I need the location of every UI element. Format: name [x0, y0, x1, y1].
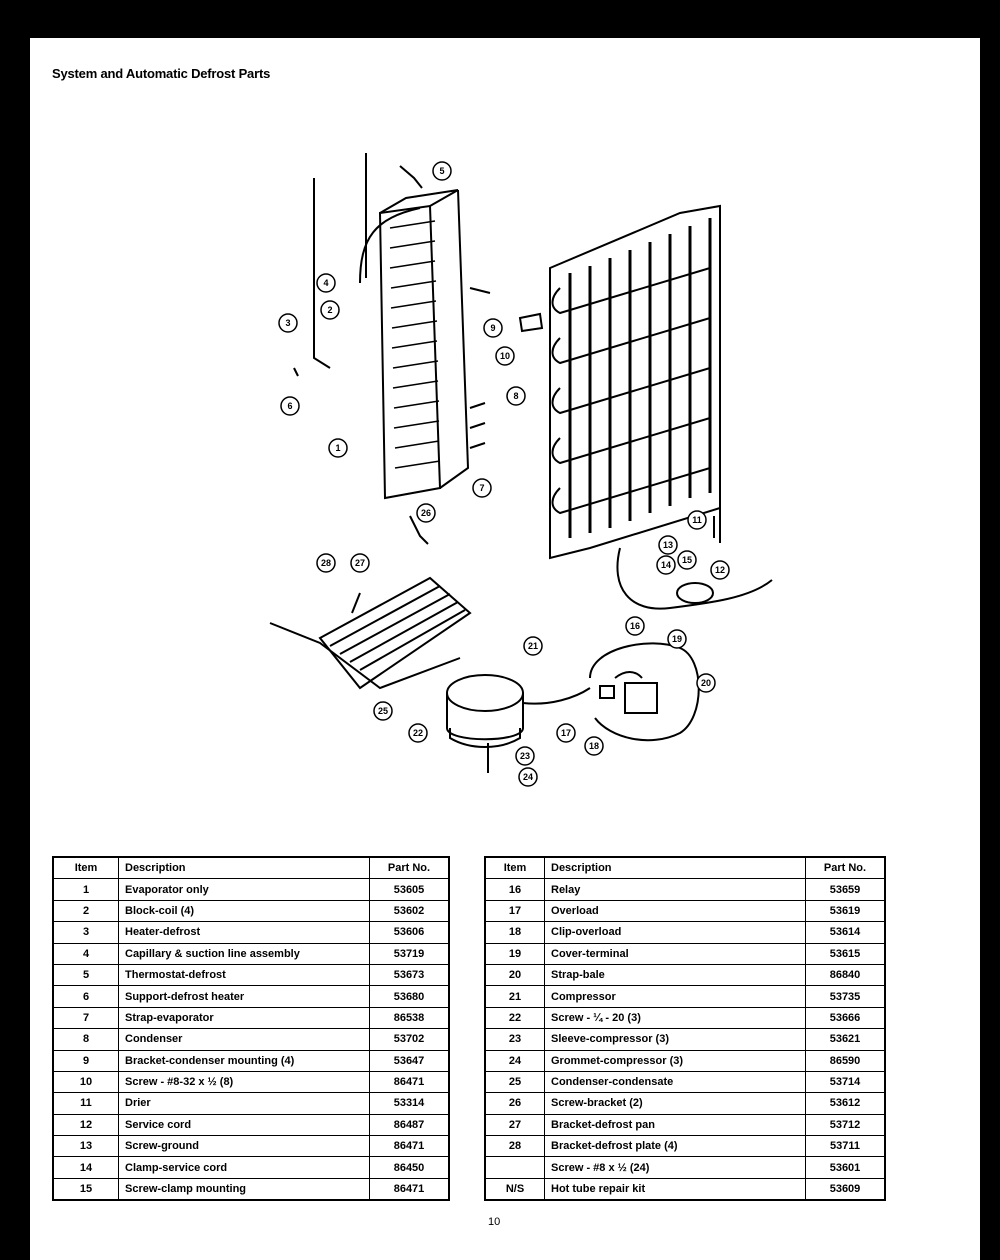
- table-row: [53, 1007, 449, 1028]
- column-header-part-no: Part No.: [806, 857, 886, 879]
- description-cell: Clamp-service cord: [119, 1157, 370, 1178]
- part-number-cell: 53680: [370, 986, 450, 1007]
- description-cell: Strap-evaporator: [119, 1007, 370, 1028]
- callout-label-23: 23: [519, 751, 531, 761]
- table-row: [53, 964, 449, 985]
- table-header-row: [53, 857, 449, 879]
- table-row: [485, 1071, 885, 1092]
- table-row: [485, 1029, 885, 1050]
- table-row: [485, 900, 885, 921]
- item-cell: 5: [53, 964, 119, 985]
- part-number-cell: 53314: [370, 1093, 450, 1114]
- part-number-cell: 86538: [370, 1007, 450, 1028]
- part-number-cell: 53673: [370, 964, 450, 985]
- condenser-drawing: [550, 206, 720, 558]
- condensate-condenser-drawing: [270, 578, 470, 688]
- table-row: [485, 943, 885, 964]
- part-number-cell: 86590: [806, 1050, 886, 1071]
- table-row: [53, 986, 449, 1007]
- table-row: [53, 1071, 449, 1092]
- callout-label-18: 18: [588, 741, 600, 751]
- item-cell: 3: [53, 922, 119, 943]
- table-row: [53, 1050, 449, 1071]
- item-cell: 25: [485, 1071, 545, 1092]
- table-row: [53, 900, 449, 921]
- description-cell: Thermostat-defrost: [119, 964, 370, 985]
- callout-label-2: 2: [327, 305, 333, 315]
- callout-label-12: 12: [714, 565, 726, 575]
- page-title: System and Automatic Defrost Parts: [52, 66, 271, 81]
- callout-label-10: 10: [499, 351, 511, 361]
- callout-label-28: 28: [320, 558, 332, 568]
- part-number-cell: 53609: [806, 1178, 886, 1200]
- table-row: [53, 1029, 449, 1050]
- description-cell: Hot tube repair kit: [545, 1178, 806, 1200]
- table-row: [485, 879, 885, 900]
- callout-label-14: 14: [660, 560, 672, 570]
- callout-markers: [279, 162, 729, 786]
- item-cell: 27: [485, 1114, 545, 1135]
- table-row: [485, 964, 885, 985]
- item-cell: 8: [53, 1029, 119, 1050]
- callout-label-7: 7: [479, 483, 485, 493]
- item-cell: 4: [53, 943, 119, 964]
- part-number-cell: 53612: [806, 1093, 886, 1114]
- description-cell: Screw-ground: [119, 1136, 370, 1157]
- part-number-cell: 53619: [806, 900, 886, 921]
- description-cell: Screw - #8-32 x ½ (8): [119, 1071, 370, 1092]
- description-cell: Service cord: [119, 1114, 370, 1135]
- part-number-cell: 53712: [806, 1114, 886, 1135]
- description-cell: Block-coil (4): [119, 900, 370, 921]
- part-number-cell: 86471: [370, 1178, 450, 1200]
- description-cell: Bracket-defrost pan: [545, 1114, 806, 1135]
- callout-label-19: 19: [671, 634, 683, 644]
- description-cell: Capillary & suction line assembly: [119, 943, 370, 964]
- callout-label-16: 16: [629, 621, 641, 631]
- description-cell: Overload: [545, 900, 806, 921]
- item-cell: 7: [53, 1007, 119, 1028]
- part-number-cell: 53601: [806, 1157, 886, 1178]
- part-number-cell: 86840: [806, 964, 886, 985]
- table-row: [485, 986, 885, 1007]
- callout-label-13: 13: [662, 540, 674, 550]
- description-cell: Screw - ¼ - 20 (3): [545, 1007, 806, 1028]
- part-number-cell: 53605: [370, 879, 450, 900]
- description-cell: Support-defrost heater: [119, 986, 370, 1007]
- description-cell: Compressor: [545, 986, 806, 1007]
- callout-label-4: 4: [323, 278, 329, 288]
- exploded-parts-diagram: [30, 38, 980, 838]
- part-number-cell: 53615: [806, 943, 886, 964]
- description-cell: Evaporator only: [119, 879, 370, 900]
- item-cell: 2: [53, 900, 119, 921]
- parts-table-left: [52, 856, 450, 1201]
- table-row: [485, 1157, 885, 1178]
- item-cell: 19: [485, 943, 545, 964]
- item-cell: 26: [485, 1093, 545, 1114]
- item-cell: N/S: [485, 1178, 545, 1200]
- description-cell: Strap-bale: [545, 964, 806, 985]
- table-row: [485, 922, 885, 943]
- part-number-cell: 53702: [370, 1029, 450, 1050]
- description-cell: Clip-overload: [545, 922, 806, 943]
- table-row: [53, 1093, 449, 1114]
- item-cell: 15: [53, 1178, 119, 1200]
- callout-label-26: 26: [420, 508, 432, 518]
- item-cell: 14: [53, 1157, 119, 1178]
- part-number-cell: 53606: [370, 922, 450, 943]
- table-row: [485, 1007, 885, 1028]
- table-header-row: [485, 857, 885, 879]
- description-cell: Relay: [545, 879, 806, 900]
- callout-label-1: 1: [335, 443, 341, 453]
- item-cell: 10: [53, 1071, 119, 1092]
- description-cell: Bracket-condenser mounting (4): [119, 1050, 370, 1071]
- table-row: [53, 943, 449, 964]
- description-cell: Screw-clamp mounting: [119, 1178, 370, 1200]
- part-number-cell: 53711: [806, 1136, 886, 1157]
- item-cell: 23: [485, 1029, 545, 1050]
- callout-label-8: 8: [513, 391, 519, 401]
- callout-label-6: 6: [287, 401, 293, 411]
- table-row: [53, 1178, 449, 1200]
- part-number-cell: 86450: [370, 1157, 450, 1178]
- item-cell: 11: [53, 1093, 119, 1114]
- part-number-cell: 53666: [806, 1007, 886, 1028]
- callout-label-5: 5: [439, 166, 445, 176]
- part-number-cell: 53735: [806, 986, 886, 1007]
- item-cell: 24: [485, 1050, 545, 1071]
- column-header-description: Description: [545, 857, 806, 879]
- table-row: [485, 1136, 885, 1157]
- item-cell: 28: [485, 1136, 545, 1157]
- part-number-cell: 53719: [370, 943, 450, 964]
- part-number-cell: 53714: [806, 1071, 886, 1092]
- description-cell: Heater-defrost: [119, 922, 370, 943]
- item-cell: 22: [485, 1007, 545, 1028]
- part-number-cell: 53659: [806, 879, 886, 900]
- description-cell: Cover-terminal: [545, 943, 806, 964]
- description-cell: Drier: [119, 1093, 370, 1114]
- item-cell: [485, 1157, 545, 1178]
- part-number-cell: 86487: [370, 1114, 450, 1135]
- callout-label-27: 27: [354, 558, 366, 568]
- item-cell: 21: [485, 986, 545, 1007]
- parts-sheet: [30, 38, 980, 1260]
- table-row: [53, 1157, 449, 1178]
- part-number-cell: 86471: [370, 1136, 450, 1157]
- table-row: [53, 1114, 449, 1135]
- part-number-cell: 53621: [806, 1029, 886, 1050]
- callout-label-3: 3: [285, 318, 291, 328]
- column-header-part-no: Part No.: [370, 857, 450, 879]
- table-row: [53, 922, 449, 943]
- parts-table-right: [484, 856, 886, 1201]
- item-cell: 9: [53, 1050, 119, 1071]
- table-row: [53, 1136, 449, 1157]
- part-number-cell: 86471: [370, 1071, 450, 1092]
- item-cell: 17: [485, 900, 545, 921]
- part-number-cell: 53647: [370, 1050, 450, 1071]
- callout-label-11: 11: [692, 515, 702, 525]
- callout-label-15: 15: [681, 555, 693, 565]
- table-row: [485, 1178, 885, 1200]
- part-number-cell: 53614: [806, 922, 886, 943]
- item-cell: 16: [485, 879, 545, 900]
- description-cell: Grommet-compressor (3): [545, 1050, 806, 1071]
- part-number-cell: 53602: [370, 900, 450, 921]
- callout-label-17: 17: [560, 728, 572, 738]
- page-number: 10: [488, 1216, 501, 1228]
- item-cell: 12: [53, 1114, 119, 1135]
- description-cell: Bracket-defrost plate (4): [545, 1136, 806, 1157]
- electrical-components-drawing: [590, 643, 699, 740]
- item-cell: 13: [53, 1136, 119, 1157]
- column-header-item: Item: [485, 857, 545, 879]
- table-row: [485, 1050, 885, 1071]
- description-cell: Condenser-condensate: [545, 1071, 806, 1092]
- column-header-description: Description: [119, 857, 370, 879]
- callout-label-9: 9: [490, 323, 496, 333]
- callout-label-24: 24: [522, 772, 534, 782]
- table-row: [485, 1114, 885, 1135]
- item-cell: 1: [53, 879, 119, 900]
- callout-label-25: 25: [377, 706, 389, 716]
- table-row: [485, 1093, 885, 1114]
- column-header-item: Item: [53, 857, 119, 879]
- item-cell: 18: [485, 922, 545, 943]
- callout-label-22: 22: [412, 728, 424, 738]
- callout-label-21: 21: [527, 641, 539, 651]
- evaporator-drawing: [294, 153, 485, 498]
- description-cell: Sleeve-compressor (3): [545, 1029, 806, 1050]
- table-row: [53, 879, 449, 900]
- callout-label-20: 20: [700, 678, 712, 688]
- description-cell: Screw-bracket (2): [545, 1093, 806, 1114]
- description-cell: Screw - #8 x ½ (24): [545, 1157, 806, 1178]
- item-cell: 20: [485, 964, 545, 985]
- item-cell: 6: [53, 986, 119, 1007]
- description-cell: Condenser: [119, 1029, 370, 1050]
